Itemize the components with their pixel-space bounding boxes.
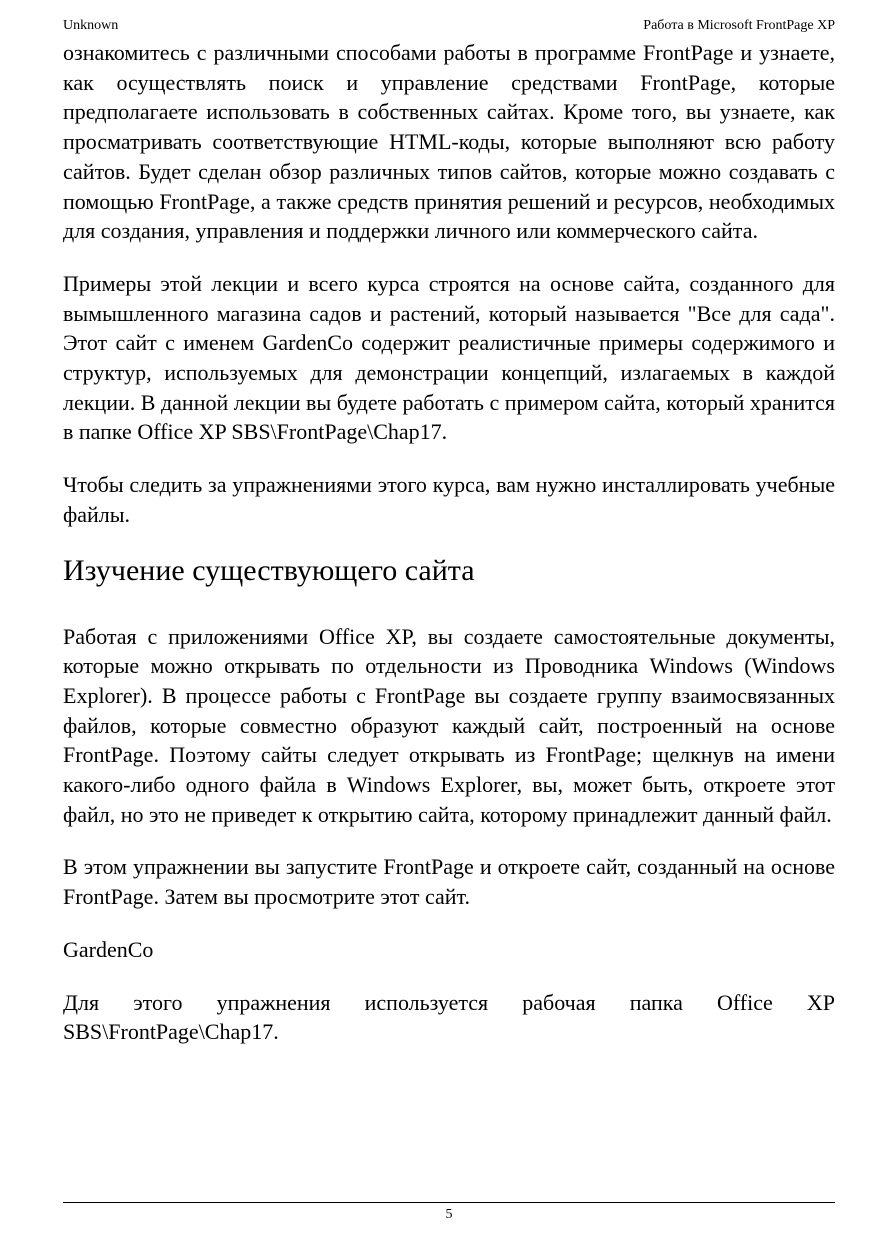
document-page [63,0,835,1241]
paragraph-intro-continuation: ознакомитесь с различными способами работы в программе FrontPage и узнаете, как осуществлять поиск и управление средствами FrontPage, которые предполагаете использовать в собственных сайтах. Кроме того, вы узнаете, как просматривать соответствующие HTML-коды, которые выполняют всю работу сайтов. Будет сделан обзор различных типов сайтов, которые можно создавать с помощью FrontPage, а также средств принятия решений и ресурсов, необходимых для создания, управления и поддержки личного или коммерческого сайта. [63,40,835,244]
paragraph-course-examples: Примеры этой лекции и всего курса строятся на основе сайта, созданного для вымышленного магазина садов и растений, который называется "Все для сада". Этот сайт с именем GardenCo содержит реалистичные примеры содержимого и структур, используемых для демонстрации концепций, излагаемых в каждой лекции. В данной лекции вы будете работать с примером сайта, который хранится в папке Office XP SBS\FrontPage\Chap17. [63,270,835,445]
footer-divider [63,1202,835,1203]
paragraph-working-with-sites: Работая с приложениями Office XP, вы создаете самостоятельные документы, которые можно открывать по отдельности из Проводника Windows (Windows Explorer). В процессе работы с FrontPage вы создаете группу взаимосвязанных файлов, которые совместно образуют каждый сайт, построенный на основе FrontPage. Поэтому сайты следует открывать из FrontPage; щелкнув на имени какого-либо одного файла в Windows Explorer, вы, может быть, откроете этот файл, но это не приведет к открытию сайта, которому принадлежит данный файл. [63,623,835,827]
body-text [63,38,835,1070]
section-heading: Изучение существующего сайта [63,553,475,587]
paragraph-working-folder: Для этого упражнения используется рабочая папка Office XP SBS\FrontPage\Chap17. [63,989,835,1045]
header-book-title: Работа в Microsoft FrontPage XP [643,18,835,33]
paragraph-install-files: Чтобы следить за упражнениями этого курса, вам нужно инсталлировать учебные файлы. [63,472,835,527]
paragraph-exercise-intro: В этом упражнении вы запустите FrontPage и откроете сайт, созданный на основе FrontPage. Затем вы просмотрите этот сайт. [63,854,835,910]
paragraph-gardenco-label: GardenCo [63,936,154,962]
running-header [63,16,835,36]
page-number: 5 [445,1207,453,1222]
header-author: Unknown [63,18,119,33]
